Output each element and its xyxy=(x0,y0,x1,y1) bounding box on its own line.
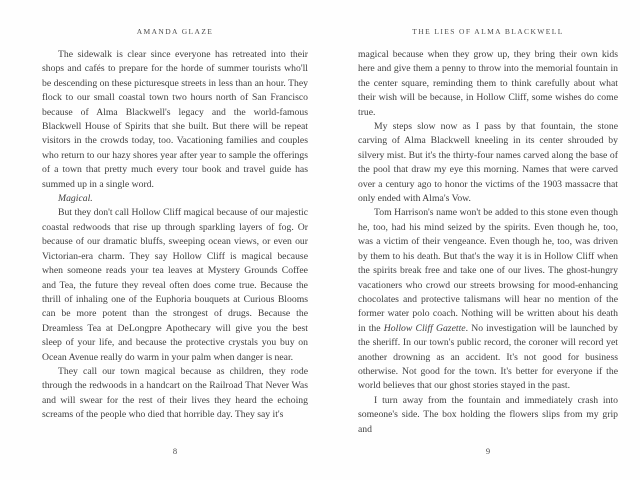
body-text-segment: I turn away from the fountain and immediately crash into someone's side. The box holding the flowers slips from my grip and xyxy=(358,394,618,435)
body-text-segment: The sidewalk is clear since everyone has retreated into their shops and cafés to prepare for the horde of summer tourists who'll be descending on these picturesque streets in less than an hour. They flock to our small coastal town two hours north of San Francisco because of Alma Blackwell's legacy and the world-famous Blackwell House of Spirits that she built. But there will be repeat visitors in the crowds today, too. Vacationing families and couples who return to our hazy shores year after year to sample the offerings of a town that pretty much every tour book and travel guide has summed up in a single word. xyxy=(42,49,308,190)
left-running-header: AMANDA GLAZE xyxy=(136,27,214,36)
paragraph xyxy=(358,394,618,437)
paragraph xyxy=(42,192,308,206)
paragraph xyxy=(42,206,308,364)
body-text-segment: Tom Harrison's name won't be added to this stone even though he, too, had his mind seized by the spirits. Even though he, too, was a victim of their vengeance. Even though he, too, was driven by them to his death. But that's the way it is in Hollow Cliff when the spirits break free and take one of our lives. The ghost-hungry vacationers who crowd our streets browsing for mood-enhancing chocolates and protective talismans will hear no mention of the former water polo coach. Nothing will be written about his death in the xyxy=(358,207,618,334)
italic-text: Hollow Cliff Gazette xyxy=(383,322,466,334)
right-running-header: THE LIES OF ALMA BLACKWELL xyxy=(412,27,564,36)
paragraph xyxy=(358,120,618,206)
left-page-number: 8 xyxy=(172,446,178,456)
body-text-segment: My steps slow now as I pass by that fountain, the stone carving of Alma Blackwell kneeling in its center shrouded by silvery mist. But it's the thirty-four names carved along the base of the pool that draw my eye this morning. Names that were carved over a century ago to honor the victims of the 1903 massacre that only ended with Alma's Vow. xyxy=(358,121,618,205)
right-page xyxy=(320,0,640,480)
body-text-segment: . No investigation will be launched by the sheriff. In our town's public record, the coroner will record yet another drowning as an accident. It's not good for business otherwise. Not good for the town. It's better for everyone if the world believes that our ghost stories stayed in the past. xyxy=(358,322,618,392)
paragraph xyxy=(358,48,618,120)
paragraph xyxy=(42,48,308,192)
body-text-segment: But they don't call Hollow Cliff magical because of our majestic coastal redwoods that rise up through sparkling layers of fog. Or because of our dramatic bluffs, sweeping ocean views, or even our Victorian-era charm. They say Hollow Cliff is magical because when someone reads your tea leaves at Mystery Grounds Coffee and Tea, the future they reveal often does come true. Because the thrill of inhaling one of the Euphoria bouquets at Curious Blooms can be more potent than the strongest of drugs. Because the Dreamless Tea at DeLongpre Apothecary will give you the best sleep of your life, and because the protective crystals you buy on Ocean Avenue really do warm in your palm when danger is near. xyxy=(42,207,308,363)
body-text-segment: They call our town magical because as children, they rode through the redwoods in a handcart on the Railroad That Never Was and will swear for the rest of their lives they heard the echoing screams of the people who died that horrible day. They say it's xyxy=(42,365,308,421)
right-page-body xyxy=(358,48,618,448)
body-text-segment: magical because when they grow up, they bring their own kids here and give them a penny to throw into the memorial fountain in the center square, reminding them to think carefully about what their wish will be because, in Hollow Cliff, some wishes do come true. xyxy=(358,49,618,118)
left-page-body xyxy=(42,48,308,448)
paragraph xyxy=(42,365,308,423)
italic-text: Magical. xyxy=(58,193,93,205)
right-page-number: 9 xyxy=(485,446,491,456)
paragraph xyxy=(358,206,618,393)
